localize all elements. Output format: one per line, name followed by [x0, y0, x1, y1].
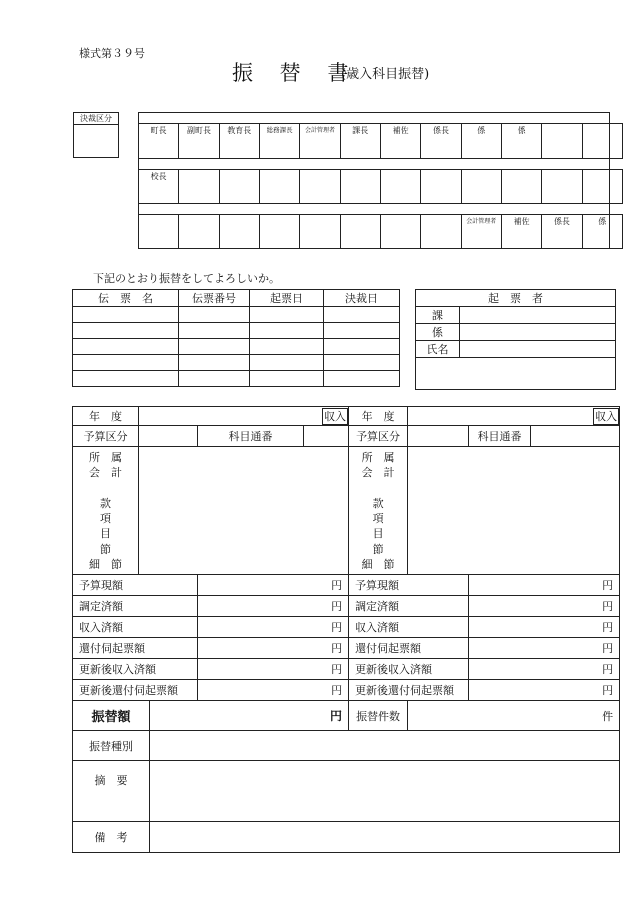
amount-label-left: 更新後還付伺起票額 [73, 680, 198, 701]
approval-cell[interactable] [461, 215, 501, 249]
kamoku-tsuban-label-left: 科目通番 [198, 426, 304, 447]
denpyo-cell[interactable] [250, 339, 324, 355]
amount-field-right[interactable]: 円 [469, 680, 620, 701]
form-subtitle: (歳入科目振替) [341, 67, 430, 82]
amount-field-left[interactable]: 円 [198, 617, 349, 638]
moku-label: 目 [372, 527, 384, 541]
saisetsu-label: 細 節 [361, 558, 395, 572]
nendo-field-right[interactable] [408, 407, 620, 426]
denpyo-cell[interactable] [73, 339, 179, 355]
approval-cell[interactable] [461, 170, 501, 204]
denpyo-cell[interactable] [73, 307, 179, 323]
amount-label-right: 還付伺起票額 [349, 638, 469, 659]
approval-cell-label [179, 170, 218, 171]
approval-cell[interactable] [179, 215, 219, 249]
approval-cell-label: 係 [517, 126, 526, 135]
amount-field-left[interactable]: 円 [198, 638, 349, 659]
approval-cell-label [381, 215, 420, 216]
approval-cell[interactable] [179, 170, 219, 204]
denpyo-table [72, 289, 400, 387]
kihyosha-ka-field[interactable] [460, 307, 616, 324]
approval-cell[interactable] [380, 215, 420, 249]
denpyo-cell[interactable] [73, 355, 179, 371]
kihyosha-name-field[interactable] [460, 341, 616, 358]
kan-label: 款 [372, 496, 384, 510]
kamoku-tsuban-field-left[interactable] [304, 426, 349, 447]
kihyosha-kakari-field[interactable] [460, 324, 616, 341]
approval-cell[interactable] [501, 215, 541, 249]
approval-cell-label [502, 170, 541, 171]
denpyo-cell[interactable] [250, 371, 324, 387]
approval-cell[interactable] [542, 170, 582, 204]
approval-cell-label: 総務課長 [266, 126, 293, 134]
setsu-label: 節 [372, 542, 384, 556]
approval-cell[interactable] [421, 215, 461, 249]
approval-cell[interactable] [461, 124, 501, 159]
denpyo-header-kihyo-date: 起票日 [250, 290, 324, 307]
approval-cell-label [220, 170, 259, 171]
kihyosha-ka-label: 課 [416, 307, 460, 324]
denpyo-cell[interactable] [250, 307, 324, 323]
shozoku-label: 所 属 [361, 451, 395, 464]
denpyo-cell[interactable] [179, 339, 250, 355]
kamoku-labels-right [349, 447, 408, 575]
denpyo-cell[interactable] [179, 355, 250, 371]
setsu-label: 節 [100, 542, 111, 556]
furikae-gaku-field[interactable]: 円 [150, 701, 349, 731]
kessai-label-box [73, 112, 119, 158]
approval-cell-label [341, 170, 380, 171]
denpyo-cell[interactable] [324, 339, 400, 355]
tekiyo-label: 摘 要 [73, 761, 150, 822]
approval-cell[interactable] [139, 124, 179, 159]
amount-label-right: 収入済額 [349, 617, 469, 638]
approval-cell-label: 係長 [553, 217, 570, 226]
form-title: 振 替 書 [232, 61, 359, 85]
approval-row-3 [138, 214, 623, 249]
instruction-text: 下記のとおり振替をしてよろしいか。 [93, 272, 280, 285]
approval-cell-label [542, 124, 581, 125]
approval-cell-label [179, 215, 218, 216]
approval-cell[interactable] [219, 170, 259, 204]
kihyosha-kakari-label: 係 [416, 324, 460, 341]
approval-cell[interactable] [582, 215, 622, 249]
approval-cell[interactable] [300, 215, 340, 249]
ko-label: 項 [372, 512, 384, 526]
nendo-field-left[interactable] [139, 407, 349, 426]
kamoku-labels-left [73, 447, 139, 575]
amount-field-right[interactable]: 円 [469, 575, 620, 596]
approval-cell[interactable] [139, 215, 179, 249]
approval-cell[interactable] [380, 170, 420, 204]
amount-label-left: 予算現額 [73, 575, 198, 596]
denpyo-header-kessai-date: 決裁日 [324, 290, 400, 307]
approval-cell[interactable] [380, 124, 420, 159]
approval-cell[interactable] [179, 124, 219, 159]
approval-cell-label [462, 170, 501, 171]
amount-field-left[interactable]: 円 [198, 659, 349, 680]
approval-cell[interactable] [501, 170, 541, 204]
denpyo-cell[interactable] [324, 323, 400, 339]
kaikei-label: 会 計 [361, 466, 395, 480]
approval-cell[interactable] [259, 170, 299, 204]
approval-cell-label: 教育長 [227, 126, 252, 135]
approval-row-1 [138, 123, 623, 159]
amount-label-right: 更新後還付伺起票額 [349, 680, 469, 701]
yosan-kubun-field-right[interactable] [408, 426, 469, 447]
denpyo-cell[interactable] [324, 355, 400, 371]
kamoku-tsuban-label-right: 科目通番 [469, 426, 531, 447]
approval-cell-label [260, 215, 299, 216]
biko-field[interactable] [150, 822, 620, 853]
approval-cell[interactable] [542, 124, 582, 159]
denpyo-header-name: 伝 票 名 [73, 290, 179, 307]
furikae-shubetsu-field[interactable] [150, 731, 620, 761]
approval-cell-label [542, 170, 581, 171]
approval-cell-label: 町長 [150, 126, 167, 135]
approval-cell-label [583, 170, 622, 171]
approval-cell[interactable] [219, 215, 259, 249]
approval-cell[interactable] [259, 215, 299, 249]
approval-cell-label: 副町長 [186, 126, 211, 135]
approval-cell-label [421, 170, 460, 171]
nendo-label-right: 年 度 [349, 407, 408, 426]
kan-label: 款 [100, 496, 111, 510]
moku-label: 目 [100, 527, 111, 541]
approval-cell[interactable] [340, 170, 380, 204]
yosan-kubun-field-left[interactable] [139, 426, 198, 447]
yosan-kubun-label-left: 予算区分 [73, 426, 139, 447]
approval-cell[interactable] [582, 124, 622, 159]
approval-row-2 [138, 169, 623, 204]
kihyosha-table [415, 289, 616, 390]
approval-cell[interactable] [300, 170, 340, 204]
furikae-kensu-field[interactable]: 件 [408, 701, 620, 731]
amount-field-right[interactable]: 円 [469, 659, 620, 680]
approval-cell-label [260, 170, 299, 171]
biko-label: 備 考 [73, 822, 150, 853]
approval-cell-label [300, 215, 339, 216]
approval-cell[interactable] [259, 124, 299, 159]
approval-cell-label [381, 170, 420, 171]
approval-cell-label: 係 [477, 126, 486, 135]
denpyo-cell[interactable] [73, 371, 179, 387]
furikae-kensu-label: 振替件数 [349, 701, 408, 731]
amount-field-left[interactable]: 円 [198, 575, 349, 596]
approval-cell-label [220, 215, 259, 216]
shozoku-label: 所 属 [89, 451, 122, 464]
amount-label-right: 調定済額 [349, 596, 469, 617]
approval-cell[interactable] [139, 170, 179, 204]
approval-cell[interactable] [340, 215, 380, 249]
approval-cell[interactable] [501, 124, 541, 159]
denpyo-cell[interactable] [324, 371, 400, 387]
denpyo-header-number: 伝票番号 [179, 290, 250, 307]
kaikei-label: 会 計 [89, 466, 122, 480]
form-number: 様式第３９号 [79, 47, 145, 60]
approval-cell-label [139, 215, 178, 216]
shunyu-left: 収入 [324, 410, 347, 423]
kihyosha-blank [416, 358, 616, 390]
kessai-label: 決裁区分 [74, 113, 118, 125]
furikae-main-table [72, 406, 620, 853]
approval-cell[interactable] [219, 124, 259, 159]
denpyo-cell[interactable] [179, 307, 250, 323]
approval-cell[interactable] [421, 170, 461, 204]
approval-cell-label: 係 [598, 217, 607, 226]
amount-field-right[interactable]: 円 [469, 638, 620, 659]
approval-cell-label [421, 215, 460, 216]
denpyo-cell[interactable] [250, 355, 324, 371]
kihyosha-name-label: 氏名 [416, 341, 460, 358]
denpyo-cell[interactable] [179, 323, 250, 339]
amount-label-right: 予算現額 [349, 575, 469, 596]
amount-label-left: 還付伺起票額 [73, 638, 198, 659]
approval-cell-label: 補佐 [392, 126, 409, 135]
ko-label: 項 [100, 512, 111, 526]
furikae-gaku-label: 振替額 [73, 701, 150, 731]
tekiyo-field[interactable] [150, 761, 620, 822]
approval-cell-label [300, 170, 339, 171]
approval-cell-label: 会計管理者 [304, 127, 335, 134]
approval-cell-label: 補佐 [513, 217, 530, 226]
kihyosha-header: 起 票 者 [416, 290, 616, 307]
kamoku-field-right[interactable] [408, 447, 620, 575]
approval-cell-label: 係長 [432, 126, 449, 135]
kamoku-field-left[interactable] [139, 447, 349, 575]
yosan-kubun-label-right: 予算区分 [349, 426, 408, 447]
approval-cell[interactable] [542, 215, 582, 249]
shunyu-right: 収入 [595, 410, 618, 423]
kamoku-tsuban-field-right[interactable] [531, 426, 620, 447]
approval-cell-label [341, 215, 380, 216]
denpyo-cell[interactable] [250, 323, 324, 339]
amount-field-left[interactable]: 円 [198, 596, 349, 617]
amount-label-right: 更新後収入済額 [349, 659, 469, 680]
approval-cell-label [583, 124, 622, 125]
denpyo-cell[interactable] [73, 323, 179, 339]
nendo-label-left: 年 度 [73, 407, 139, 426]
amount-label-left: 調定済額 [73, 596, 198, 617]
approval-grid [138, 112, 610, 249]
approval-cell[interactable] [582, 170, 622, 204]
denpyo-cell[interactable] [324, 307, 400, 323]
approval-cell-label: 課長 [352, 126, 369, 135]
furikae-shubetsu-label: 振替種別 [73, 731, 150, 761]
amount-label-left: 更新後収入済額 [73, 659, 198, 680]
amount-label-left: 収入済額 [73, 617, 198, 638]
approval-cell-label: 校長 [150, 172, 167, 181]
approval-cell[interactable] [421, 124, 461, 159]
amount-field-right[interactable]: 円 [469, 596, 620, 617]
amount-field-right[interactable]: 円 [469, 617, 620, 638]
saisetsu-label: 細 節 [89, 558, 122, 572]
approval-cell[interactable] [340, 124, 380, 159]
amount-field-left[interactable]: 円 [198, 680, 349, 701]
approval-cell[interactable] [300, 124, 340, 159]
approval-cell-label: 会計管理者 [466, 218, 497, 225]
denpyo-cell[interactable] [179, 371, 250, 387]
